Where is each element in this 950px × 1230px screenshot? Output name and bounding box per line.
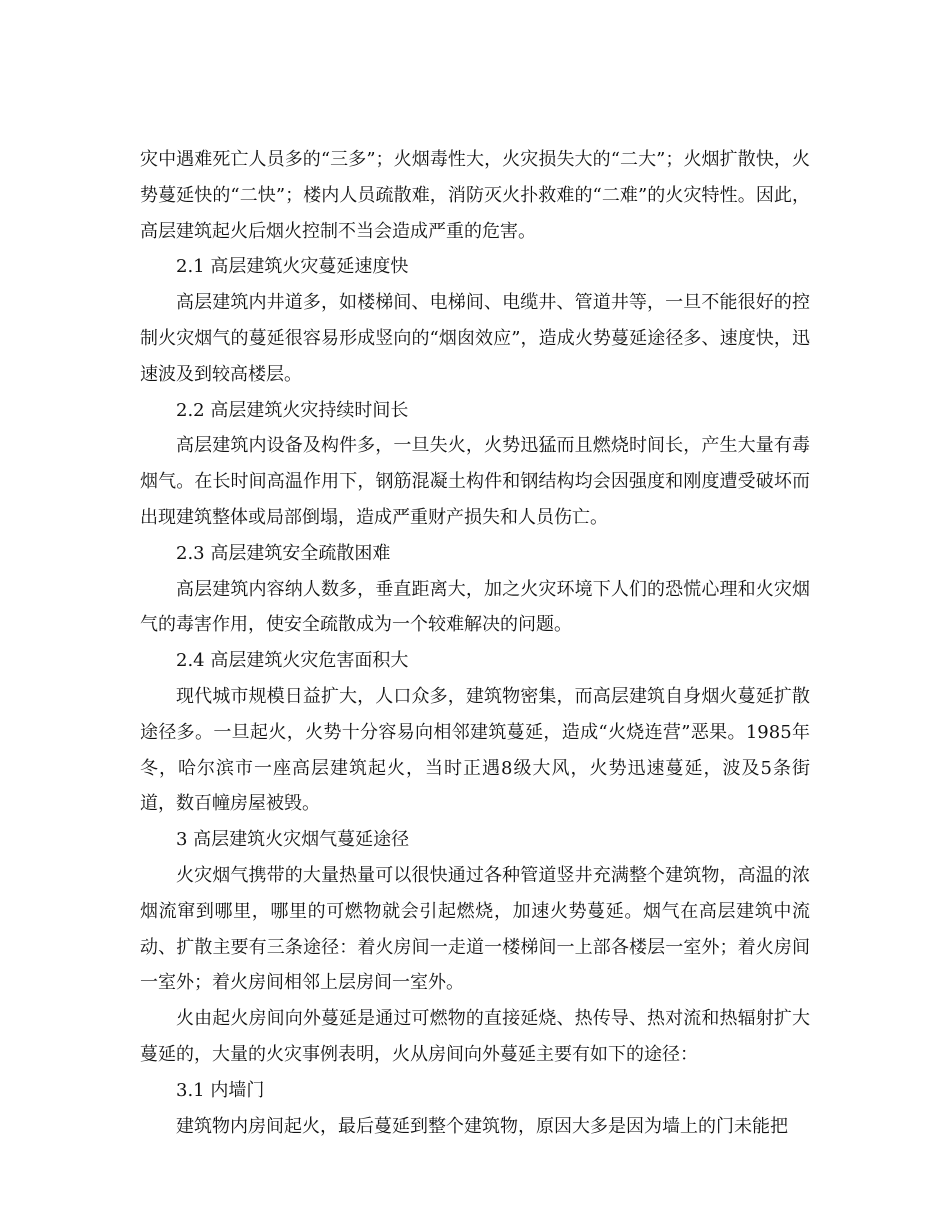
paragraph-body: 高层建筑内设备及构件多，一旦失火，火势迅猛而且燃烧时间长，产生大量有毒烟气。在长时间高温作用下，钢筋混凝土构件和钢结构均会因强度和刚度遭受破坏而出现建筑整体或局部倒塌，造成严重财产损失和人员伤亡。 — [140, 435, 810, 528]
section-heading-3: 3 高层建筑火灾烟气蔓延途径 — [176, 829, 410, 851]
section-heading-2-2: 2.2 高层建筑火灾持续时间长 — [176, 399, 409, 421]
paragraph-body: 现代城市规模日益扩大，人口众多，建筑物密集，而高层建筑自身烟火蔓延扩散途径多。一旦起火，火势十分容易向相邻建筑蔓延，造成“火烧连营”恶果。1985年冬，哈尔滨市一座高层建筑起火，当时正遇8级大风，火势迅速蔓延，波及5条街道，数百幢房屋被毁。 — [140, 685, 810, 815]
section-heading-3-1: 3.1 内墙门 — [176, 1079, 265, 1101]
paragraph-body: 建筑物内房间起火，最后蔓延到整个建筑物，原因大多是因为墙上的门未能把 — [176, 1115, 788, 1137]
document-page — [140, 142, 810, 1144]
paragraph-body: 火灾烟气携带的大量热量可以很快通过各种管道竖井充满整个建筑物，高温的浓烟流窜到哪里，哪里的可燃物就会引起燃烧，加速火势蔓延。烟气在高层建筑中流动、扩散主要有三条途径：着火房间一走道一楼梯间一上部各楼层一室外；着火房间一室外；着火房间相邻上层房间一室外。 — [140, 864, 810, 994]
paragraph-body: 高层建筑内井道多，如楼梯间、电梯间、电缆井、管道井等，一旦不能很好的控制火灾烟气的蔓延很容易形成竖向的“烟囱效应”，造成火势蔓延途径多、速度快，迅速波及到较高楼层。 — [140, 292, 810, 385]
section-heading-2-1: 2.1 高层建筑火灾蔓延速度快 — [176, 256, 409, 278]
section-heading-2-3: 2.3 高层建筑安全疏散困难 — [176, 542, 391, 564]
paragraph-body: 高层建筑内容纳人数多，垂直距离大，加之火灾环境下人们的恐慌心理和火灾烟气的毒害作用，使安全疏散成为一个较难解决的问题。 — [140, 578, 810, 636]
paragraph-body: 火由起火房间向外蔓延是通过可燃物的直接延烧、热传导、热对流和热辐射扩大蔓延的，大量的火灾事例表明，火从房间向外蔓延主要有如下的途径： — [140, 1008, 810, 1065]
paragraph-continuation: 灾中遇难死亡人员多的“三多”；火烟毒性大，火灾损失大的“二大”；火烟扩散快，火势蔓延快的“二快”；楼内人员疏散难，消防灭火扑救难的“二难”的火灾特性。因此，高层建筑起火后烟火控制不当会造成严重的危害。 — [140, 149, 810, 242]
section-heading-2-4: 2.4 高层建筑火灾危害面积大 — [176, 650, 409, 672]
